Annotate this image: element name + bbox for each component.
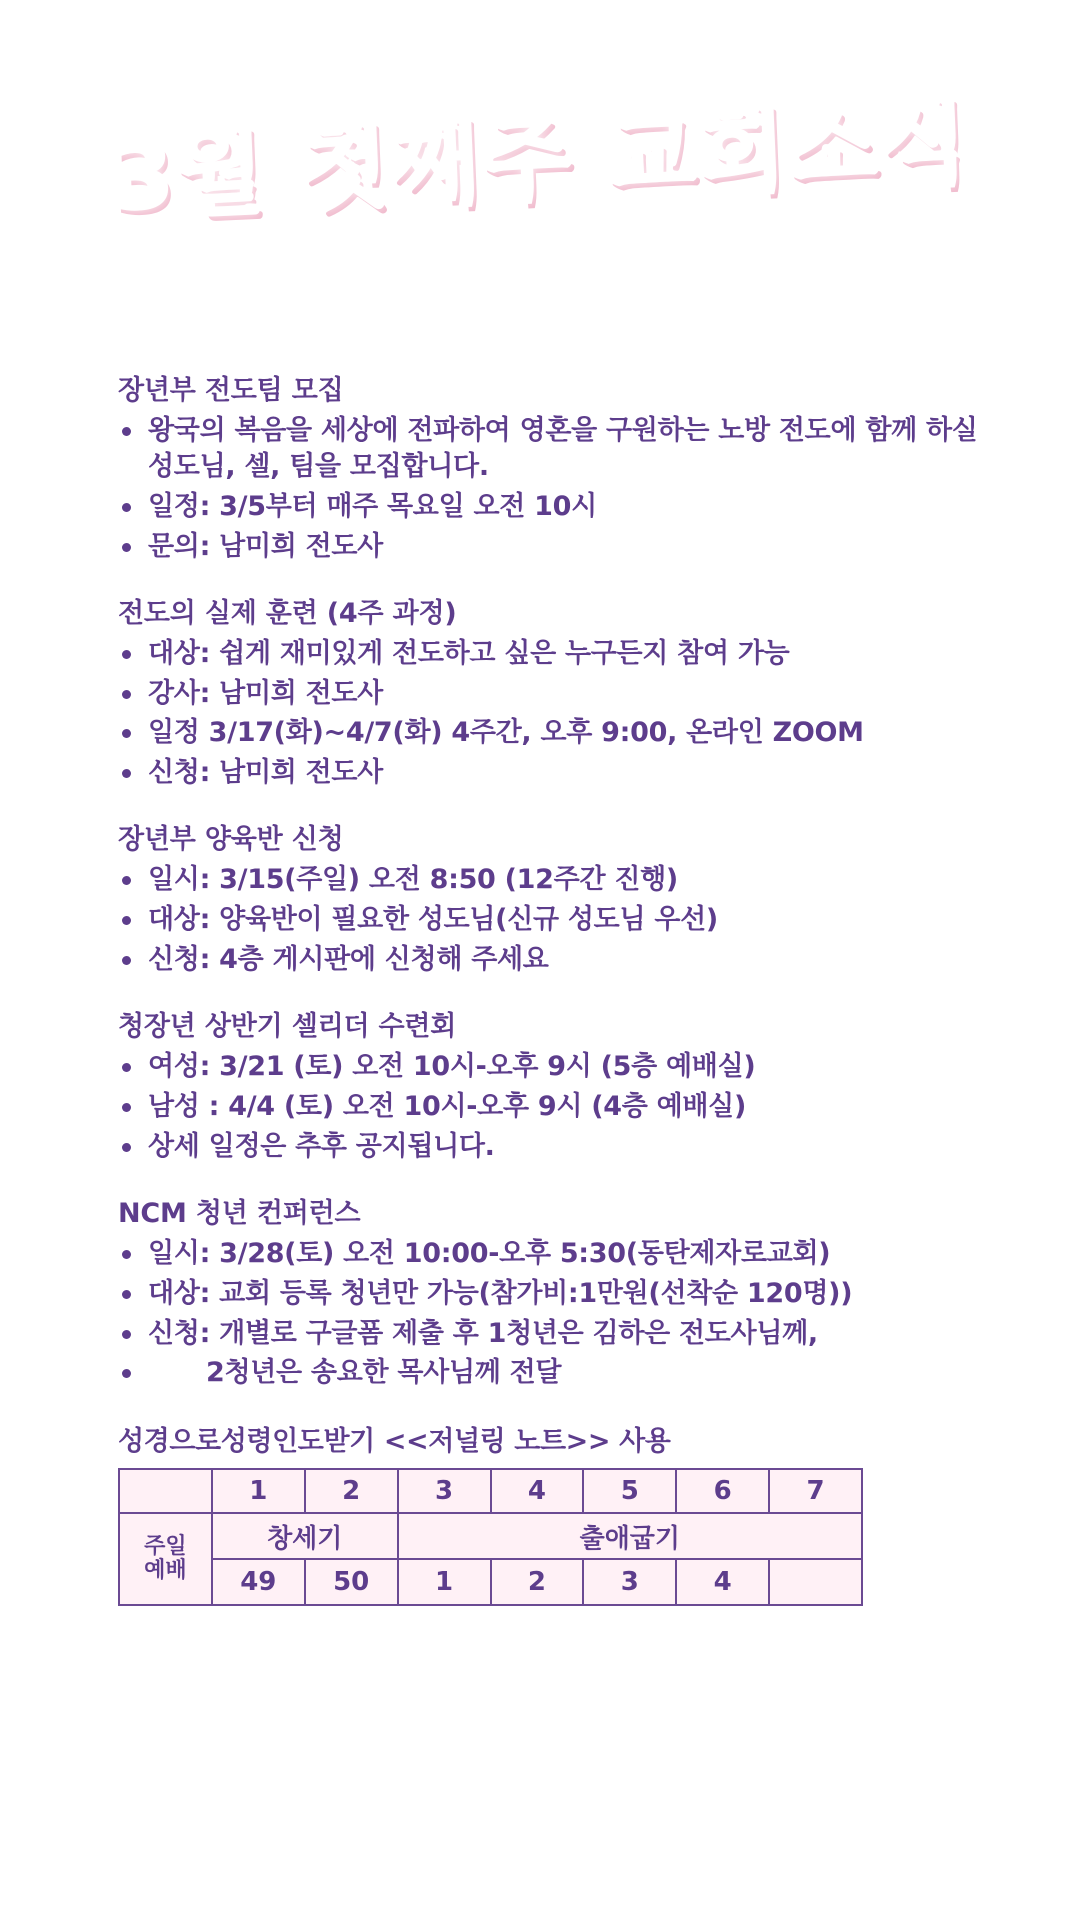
bokeh-circle xyxy=(1036,1224,1054,1242)
table-cell-empty xyxy=(769,1559,862,1605)
bullet-text: 2청년은 송요한 목사님께 전달 xyxy=(206,1357,562,1389)
table-cell-week: 5 xyxy=(583,1469,676,1513)
announcement-section xyxy=(118,368,998,565)
table-row xyxy=(119,1513,862,1559)
bullet-item xyxy=(118,1129,998,1165)
bullet-text: 여성: 3/21 (토) 오전 10시-오후 9시 (5층 예배실) xyxy=(148,1050,756,1082)
sparkle-icon xyxy=(1000,1388,1078,1480)
bullet-item xyxy=(118,1316,998,1352)
journal-section xyxy=(118,1419,998,1606)
rowlabel-line1: 주일 xyxy=(144,1534,187,1560)
bullet-item xyxy=(118,1089,998,1125)
sparkle-icon xyxy=(150,296,186,340)
table-cell-book: 출애굽기 xyxy=(398,1513,862,1559)
bullet-item xyxy=(118,676,998,712)
table-row xyxy=(119,1469,862,1513)
bokeh-circle xyxy=(92,1018,113,1039)
table-cell-week: 4 xyxy=(491,1469,584,1513)
bullet-item xyxy=(118,715,998,751)
bullet-text: 문의: 남미희 전도사 xyxy=(148,530,383,562)
sparkle-icon xyxy=(140,40,200,110)
bullet-text: 대상: 양육반이 필요한 성도님(신규 성도님 우선) xyxy=(148,904,718,936)
table-cell-week: 1 xyxy=(212,1469,305,1513)
bullet-item xyxy=(118,1236,998,1272)
bullet-item xyxy=(118,489,998,525)
journal-heading: 성경으로성령인도받기 <<저널링 노트>> 사용 xyxy=(118,1426,671,1458)
table-cell-chapter: 50 xyxy=(305,1559,398,1605)
bokeh-circle xyxy=(1022,960,1044,982)
bullet-item xyxy=(118,529,998,565)
bullet-continuation xyxy=(118,1355,998,1391)
section-heading: 청장년 상반기 셀리더 수련회 xyxy=(118,1010,457,1042)
table-cell-week: 3 xyxy=(398,1469,491,1513)
section-heading: 장년부 양육반 신청 xyxy=(118,824,344,856)
bullet-text: 일시: 3/15(주일) 오전 8:50 (12주간 진행) xyxy=(148,864,678,896)
section-heading: 장년부 전도팀 모집 xyxy=(118,375,344,406)
bokeh-circle xyxy=(398,1843,424,1869)
bullet-text: 신청: 남미희 전도사 xyxy=(148,757,383,789)
bullet-text: 일시: 3/28(토) 오전 10:00-오후 5:30(동탄제자로교회) xyxy=(148,1237,831,1269)
bullet-item xyxy=(118,755,998,791)
journal-table xyxy=(118,1468,863,1606)
bullet-text: 신청: 4층 게시판에 신청해 주세요 xyxy=(148,944,549,976)
table-cell-week: 6 xyxy=(676,1469,769,1513)
section-heading: NCM 청년 컨퍼런스 xyxy=(118,1197,361,1229)
bullet-text: 일정: 3/5부터 매주 목요일 오전 10시 xyxy=(148,490,597,522)
table-cell-chapter: 49 xyxy=(212,1559,305,1605)
bullet-text: 대상: 교회 등록 청년만 가능(참가비:1만원(선착순 120명)) xyxy=(148,1277,853,1309)
table-cell-week: 2 xyxy=(305,1469,398,1513)
rowlabel-line2: 예배 xyxy=(144,1558,187,1584)
table-cell-chapter: 2 xyxy=(491,1559,584,1605)
table-cell-book: 창세기 xyxy=(212,1513,398,1559)
table-cell-rowlabel xyxy=(119,1513,212,1605)
bullet-text: 일정 3/17(화)~4/7(화) 4주간, 오후 9:00, 온라인 ZOOM xyxy=(148,717,864,749)
bullet-item xyxy=(118,862,998,898)
bullet-item xyxy=(118,902,998,938)
bullet-item xyxy=(118,1276,998,1312)
table-row xyxy=(119,1559,862,1605)
sparkle-icon xyxy=(18,980,88,1064)
announcement-section xyxy=(118,591,998,792)
table-cell-week: 7 xyxy=(769,1469,862,1513)
page-title: 3월 첫째주 교회소식 xyxy=(107,88,973,231)
bullet-text: 남성 : 4/4 (토) 오전 10시-오후 9시 (4층 예배실) xyxy=(148,1090,747,1122)
table-cell-chapter: 1 xyxy=(398,1559,491,1605)
bullet-text: 강사: 남미희 전도사 xyxy=(148,677,383,709)
bullet-text: 왕국의 복음을 세상에 전파하여 영혼을 구원하는 노방 전도에 함께 하실 성도님, 셀, 팀을 모집합니다. xyxy=(148,415,978,482)
table-cell-corner xyxy=(119,1469,212,1513)
bullet-text: 상세 일정은 추후 공지됩니다. xyxy=(148,1130,495,1162)
section-heading: 전도의 실제 훈련 (4주 과정) xyxy=(118,597,457,629)
bullet-item xyxy=(118,942,998,978)
bullet-text: 대상: 쉽게 재미있게 전도하고 싶은 누구든지 참여 가능 xyxy=(148,637,790,669)
announcement-section xyxy=(118,817,998,978)
bullet-item xyxy=(118,1049,998,1085)
table-cell-chapter: 3 xyxy=(583,1559,676,1605)
announcement-list xyxy=(118,368,998,1606)
announcement-section xyxy=(118,1191,998,1392)
table-cell-chapter: 4 xyxy=(676,1559,769,1605)
announcement-section xyxy=(118,1004,998,1165)
bullet-text: 신청: 개별로 구글폼 제출 후 1청년은 김하은 전도사님께, xyxy=(148,1317,818,1349)
bokeh-circle xyxy=(1050,1002,1068,1020)
bullet-item xyxy=(118,413,998,485)
bullet-item xyxy=(118,636,998,672)
poster-title-area xyxy=(0,88,1080,231)
